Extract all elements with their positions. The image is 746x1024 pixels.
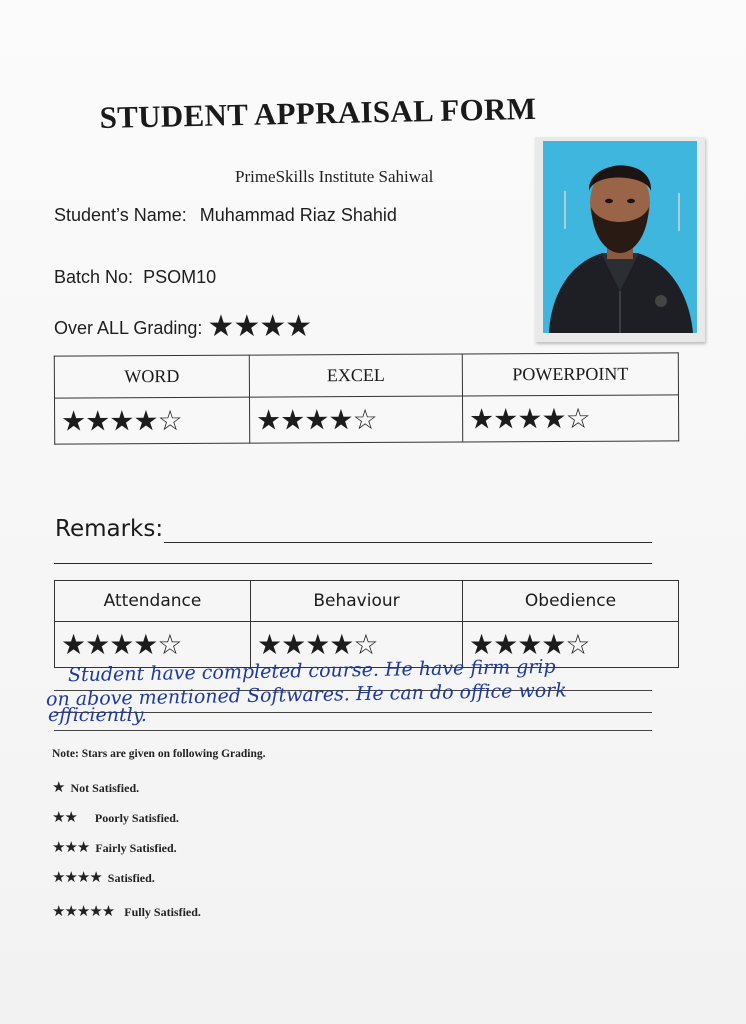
legend-item-4 xyxy=(52,868,155,886)
legend-label-3: Fairly Satisfied. xyxy=(95,841,177,855)
overall-grading-stars: ★★★★ xyxy=(207,309,312,344)
excel-stars: ★★★★☆ xyxy=(256,402,377,437)
word-rating-cell xyxy=(54,397,249,444)
legend-label-2: Poorly Satisfied. xyxy=(94,811,179,825)
remarks-line-2 xyxy=(54,563,652,564)
overall-grading-row xyxy=(54,309,311,344)
header-powerpoint: POWERPOINT xyxy=(462,353,678,396)
legend-item-3 xyxy=(52,838,177,856)
header-word: WORD xyxy=(54,355,249,398)
powerpoint-stars: ★★★★☆ xyxy=(469,401,590,436)
student-name-row xyxy=(54,205,397,226)
institute-name: PrimeSkills Institute Sahiwal xyxy=(235,167,434,186)
legend-item-2 xyxy=(52,808,179,826)
form-title: STUDENT APPRAISAL FORM xyxy=(99,90,537,136)
obedience-stars: ★★★★☆ xyxy=(469,628,590,661)
header-obedience: Obedience xyxy=(463,581,679,622)
overall-grading-label: Over ALL Grading: xyxy=(54,318,203,338)
legend-item-1 xyxy=(52,778,139,796)
excel-rating-cell xyxy=(249,396,462,443)
remarks-label: Remarks: xyxy=(55,516,164,542)
student-photo xyxy=(535,137,705,342)
legend-stars-3: ★★★ xyxy=(52,838,90,856)
legend-stars-1: ★ xyxy=(52,778,65,796)
attendance-stars: ★★★★☆ xyxy=(61,628,182,661)
powerpoint-rating-cell xyxy=(462,395,678,442)
header-attendance: Attendance xyxy=(55,581,251,622)
legend-label-5: Fully Satisfied. xyxy=(124,905,201,919)
conduct-rating-table xyxy=(54,580,679,668)
batch-row xyxy=(54,267,216,288)
legend-label-4: Satisfied. xyxy=(107,871,155,885)
word-stars: ★★★★☆ xyxy=(61,403,182,438)
batch-value: PSOM10 xyxy=(143,267,217,287)
behaviour-stars: ★★★★☆ xyxy=(257,628,378,661)
handwritten-remark-line-1: Student have completed course. He have firm grip xyxy=(67,655,556,687)
legend-stars-4: ★★★★ xyxy=(52,868,102,886)
legend-item-5 xyxy=(52,902,201,920)
remarks-line-1 xyxy=(164,542,652,543)
legend-label-1: Not Satisfied. xyxy=(70,781,140,795)
skills-rating-table xyxy=(54,352,679,444)
batch-label: Batch No: xyxy=(54,267,134,287)
legend-stars-2: ★★ xyxy=(52,808,77,826)
portrait-image xyxy=(543,141,697,333)
handwritten-underline-3 xyxy=(54,730,652,731)
grading-note: Note: Stars are given on following Grading. xyxy=(52,748,266,760)
handwritten-remark-line-2: on above mentioned Softwares. He can do office work xyxy=(45,679,567,711)
header-behaviour: Behaviour xyxy=(251,581,463,622)
student-name-label: Student’s Name: xyxy=(54,205,187,225)
header-excel: EXCEL xyxy=(249,354,462,397)
student-name-value: Muhammad Riaz Shahid xyxy=(199,205,397,225)
legend-stars-5: ★★★★★ xyxy=(52,902,115,920)
handwritten-remark-line-3: efficiently. xyxy=(48,704,147,726)
